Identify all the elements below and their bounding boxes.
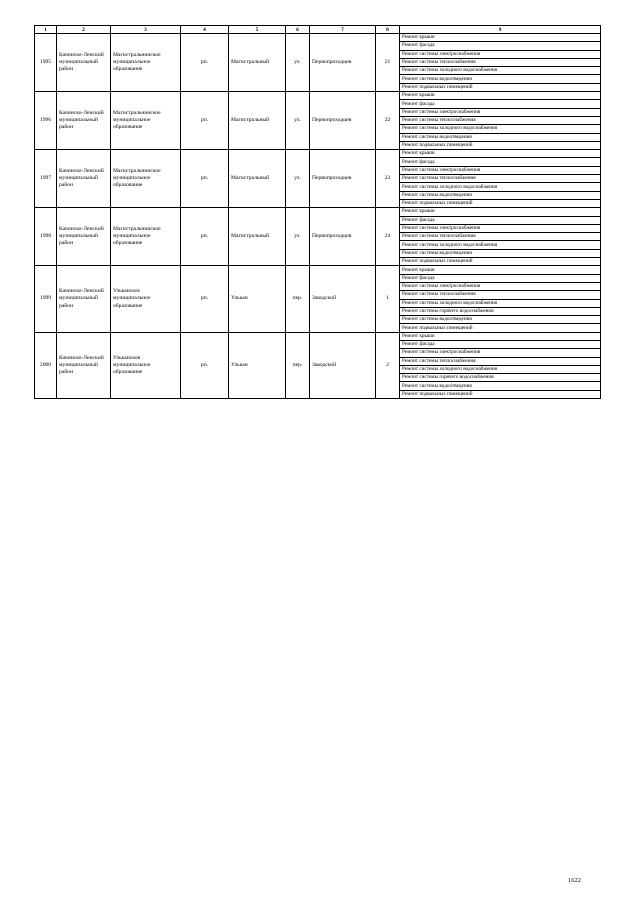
- repair-work-cell: Ремонт крыши: [400, 332, 601, 340]
- table-row: [35, 208, 601, 216]
- settlement-type-cell: рп.: [181, 92, 229, 150]
- repair-work-cell: Ремонт системы водоотведения: [400, 133, 601, 141]
- repair-work-cell: Ремонт фасада: [400, 340, 601, 348]
- column-number-header: 2: [57, 26, 111, 34]
- street-type-cell: ул.: [286, 34, 310, 92]
- repair-work-cell: Ремонт крыши: [400, 150, 601, 158]
- settlement-type-cell: рп.: [181, 34, 229, 92]
- repair-work-cell: Ремонт системы холодного водоснабжения: [400, 365, 601, 373]
- column-number-header: 7: [310, 26, 376, 34]
- table-row: [35, 266, 601, 274]
- column-number-header: 4: [181, 26, 229, 34]
- repair-work-cell: Ремонт системы электроснабжения: [400, 166, 601, 174]
- repair-work-cell: Ремонт системы горячего водоснабжения: [400, 307, 601, 315]
- municipality-cell: Магистральнинское муниципальное образование: [111, 92, 181, 150]
- repair-work-cell: Ремонт системы водоотведения: [400, 382, 601, 390]
- repair-work-cell: Ремонт подвальных помещений: [400, 199, 601, 207]
- row-number-cell: 1998: [35, 208, 57, 266]
- settlement-type-cell: рп.: [181, 150, 229, 208]
- header-row: [35, 26, 601, 34]
- repair-work-cell: Ремонт системы электроснабжения: [400, 282, 601, 290]
- row-number-cell: 1995: [35, 34, 57, 92]
- row-number-cell: 1999: [35, 266, 57, 332]
- settlement-type-cell: рп.: [181, 332, 229, 398]
- column-number-header: 3: [111, 26, 181, 34]
- repair-work-cell: Ремонт системы теплоснабжения: [400, 58, 601, 66]
- municipality-cell: Улькансков муниципальное образование: [111, 332, 181, 398]
- house-number-cell: 24: [376, 208, 400, 266]
- repair-work-cell: Ремонт системы теплоснабжения: [400, 116, 601, 124]
- street-cell: Первопроходцев: [310, 150, 376, 208]
- house-number-cell: 1: [376, 266, 400, 332]
- repair-work-cell: Ремонт системы электроснабжения: [400, 349, 601, 357]
- district-cell: Качинско-Ленский муниципальный район: [57, 34, 111, 92]
- street-type-cell: ул.: [286, 150, 310, 208]
- column-number-header: 9: [400, 26, 601, 34]
- row-number-cell: 1996: [35, 92, 57, 150]
- repair-work-cell: Ремонт системы теплоснабжения: [400, 175, 601, 183]
- housing-repair-table: [34, 25, 601, 399]
- repair-work-cell: Ремонт крыши: [400, 34, 601, 42]
- repair-work-cell: Ремонт подвальных помещений: [400, 141, 601, 149]
- column-number-header: 1: [35, 26, 57, 34]
- municipality-cell: Магистральнинское муниципальное образование: [111, 34, 181, 92]
- repair-work-cell: Ремонт системы холодного водоснабжения: [400, 67, 601, 75]
- repair-work-cell: Ремонт подвальных помещений: [400, 390, 601, 398]
- street-type-cell: пер.: [286, 266, 310, 332]
- house-number-cell: 22: [376, 92, 400, 150]
- street-cell: Первопроходцев: [310, 34, 376, 92]
- street-type-cell: ул.: [286, 92, 310, 150]
- repair-work-cell: Ремонт системы теплоснабжения: [400, 357, 601, 365]
- table-row: [35, 332, 601, 340]
- street-cell: Заводской: [310, 332, 376, 398]
- repair-work-cell: Ремонт системы водоотведения: [400, 191, 601, 199]
- district-cell: Качинско-Ленский муниципальный район: [57, 208, 111, 266]
- street-type-cell: пер.: [286, 332, 310, 398]
- house-number-cell: 2: [376, 332, 400, 398]
- repair-work-cell: Ремонт системы электроснабжения: [400, 50, 601, 58]
- table-row: [35, 34, 601, 42]
- settlement-type-cell: рп.: [181, 208, 229, 266]
- district-cell: Качинско-Ленский муниципальный район: [57, 332, 111, 398]
- repair-work-cell: Ремонт системы холодного водоснабжения: [400, 125, 601, 133]
- repair-work-cell: Ремонт крыши: [400, 266, 601, 274]
- column-number-header: 8: [376, 26, 400, 34]
- repair-work-cell: Ремонт фасада: [400, 274, 601, 282]
- municipality-cell: Магистральнинское муниципальное образование: [111, 208, 181, 266]
- repair-work-cell: Ремонт фасада: [400, 42, 601, 50]
- repair-work-cell: Ремонт фасада: [400, 216, 601, 224]
- settlement-cell: Магистральный: [229, 208, 286, 266]
- repair-work-cell: Ремонт крыши: [400, 208, 601, 216]
- repair-work-cell: Ремонт системы холодного водоснабжения: [400, 241, 601, 249]
- settlement-cell: Улькан: [229, 332, 286, 398]
- repair-work-cell: Ремонт фасада: [400, 158, 601, 166]
- street-cell: Первопроходцев: [310, 208, 376, 266]
- settlement-cell: Магистральный: [229, 92, 286, 150]
- settlement-cell: Улькан: [229, 266, 286, 332]
- repair-work-cell: Ремонт фасада: [400, 100, 601, 108]
- settlement-type-cell: рп.: [181, 266, 229, 332]
- repair-work-cell: Ремонт системы водоотведения: [400, 249, 601, 257]
- repair-work-cell: Ремонт системы электроснабжения: [400, 108, 601, 116]
- repair-work-cell: Ремонт системы теплоснабжения: [400, 233, 601, 241]
- repair-work-cell: Ремонт системы горячего водоснабжения: [400, 374, 601, 382]
- street-type-cell: ул.: [286, 208, 310, 266]
- repair-work-cell: Ремонт системы водоотведения: [400, 316, 601, 324]
- street-cell: Первопроходцев: [310, 92, 376, 150]
- repair-work-cell: Ремонт подвальных помещений: [400, 83, 601, 91]
- repair-work-cell: Ремонт системы теплоснабжения: [400, 291, 601, 299]
- page-number: 1622: [568, 877, 581, 884]
- row-number-cell: 2000: [35, 332, 57, 398]
- district-cell: Качинско-Ленский муниципальный район: [57, 92, 111, 150]
- repair-work-cell: Ремонт подвальных помещений: [400, 258, 601, 266]
- district-cell: Качинско-Ленский муниципальный район: [57, 150, 111, 208]
- repair-work-cell: Ремонт системы водоотведения: [400, 75, 601, 83]
- column-number-header: 5: [229, 26, 286, 34]
- table-row: [35, 150, 601, 158]
- settlement-cell: Магистральный: [229, 34, 286, 92]
- repair-work-cell: Ремонт системы холодного водоснабжения: [400, 183, 601, 191]
- repair-work-cell: Ремонт крыши: [400, 92, 601, 100]
- district-cell: Качинско-Ленский муниципальный район: [57, 266, 111, 332]
- house-number-cell: 23: [376, 150, 400, 208]
- table-body: [35, 26, 601, 399]
- repair-work-cell: Ремонт подвальных помещений: [400, 324, 601, 332]
- table-row: [35, 92, 601, 100]
- column-number-header: 6: [286, 26, 310, 34]
- municipality-cell: Магистральнинское муниципальное образование: [111, 150, 181, 208]
- municipality-cell: Ульканское муниципальное образование: [111, 266, 181, 332]
- repair-work-cell: Ремонт системы холодного водоснабжения: [400, 299, 601, 307]
- repair-work-cell: Ремонт системы электроснабжения: [400, 224, 601, 232]
- row-number-cell: 1997: [35, 150, 57, 208]
- settlement-cell: Магистральный: [229, 150, 286, 208]
- street-cell: Заводской: [310, 266, 376, 332]
- house-number-cell: 21: [376, 34, 400, 92]
